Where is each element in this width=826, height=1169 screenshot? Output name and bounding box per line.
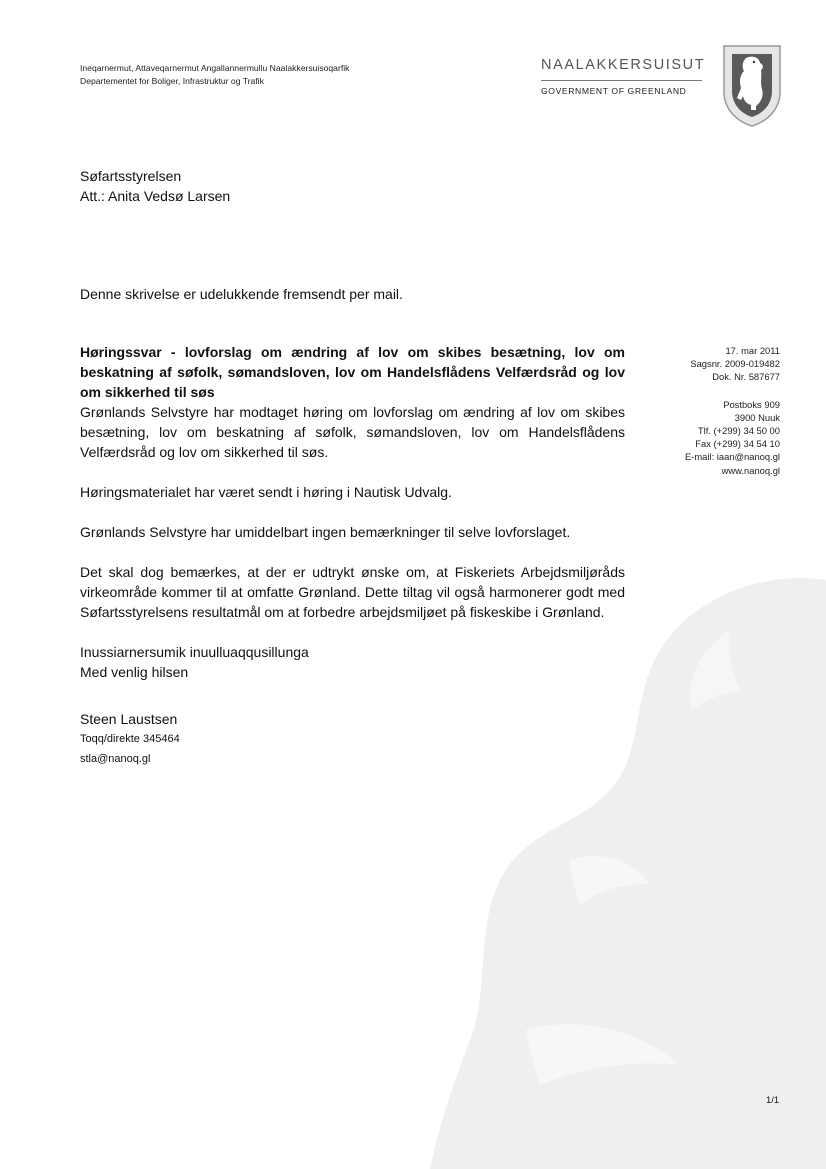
paragraph-fishing-environment: Det skal dog bemærkes, at der er udtrykt ønske om, at Fiskeriets Arbejdsmiljøråds virkeområde kommer til at omfatte Grønland. Dette tiltag vil også harmonerer godt med Søfartsstyrelsens resultatmål om at forbedre arbejdsmiljøet på fiskeskibe i Grønland. [80, 564, 625, 620]
paragraph-hearing-received: Grønlands Selvstyre har modtaget høring om lovforslag om ændring af lov om skibes besætning, lov om beskatning af søfolk, sømandsloven, lov om Handelsflådens Velfærdsråd og lov om sikkerhed til søs. [80, 404, 625, 460]
recipient-attention: Att.: Anita Vedsø Larsen [80, 188, 231, 204]
recipient-organization: Søfartsstyrelsen [80, 168, 182, 184]
fax-number: Fax (+299) 34 54 10 [695, 438, 780, 450]
logo-subtitle: GOVERNMENT OF GREENLAND [541, 86, 687, 96]
meta-spacer [620, 384, 780, 398]
department-name-danish: Departementet for Boliger, Infrastruktur og Trafik [80, 76, 264, 86]
delivery-note: Denne skrivelse er udelukkende fremsendt per mail. [80, 286, 403, 302]
logo-name: NAALAKKERSUISUT [541, 57, 706, 73]
document-number: Dok. Nr. 587677 [712, 371, 780, 383]
case-number: Sagsnr. 2009-019482 [690, 358, 780, 370]
government-logo [541, 56, 706, 96]
signature-block [80, 709, 180, 769]
signatory-name: Steen Laustsen [80, 711, 178, 727]
paragraph-no-remarks: Grønlands Selvstyre har umiddelbart ingen bemærkninger til selve lovforslaget. [80, 524, 571, 540]
polar-bear-crest-icon [722, 44, 782, 128]
letter-meta [620, 344, 780, 477]
department-header [80, 62, 349, 88]
paragraph-nautical-committee: Høringsmaterialet har været sendt i høring i Nautisk Udvalg. [80, 484, 452, 500]
letter-date: 17. mar 2011 [725, 345, 780, 356]
phone-number: Tlf. (+299) 34 50 00 [697, 425, 780, 437]
letter-body [80, 342, 625, 682]
contact-email: E-mail: iaan@nanoq.gl [685, 451, 780, 463]
page-number: 1/1 [766, 1094, 780, 1105]
recipient-block [80, 166, 230, 206]
letter-subject: Høringssvar - lovforslag om ændring af lov om skibes besætning, lov om beskatning af søfolk, sømandsloven, lov om Handelsflådens Velfærdsråd og lov om sikkerhed til søs [80, 344, 625, 400]
signatory-direct-line: Toqq/direkte 345464 [80, 733, 180, 745]
closing-greenlandic: Inussiarnersumik inuulluaqqusillunga [80, 644, 309, 660]
postal-city: 3900 Nuuk [734, 411, 780, 423]
signatory-email: stla@nanoq.gl [80, 753, 151, 765]
logo-divider [541, 80, 702, 81]
postal-box: Postboks 909 [723, 398, 780, 410]
website: www.nanoq.gl [721, 464, 780, 476]
department-name-greenlandic: Ineqarnermut, Attaveqarnermut Angallannermullu Naalakkersuisoqarfik [80, 63, 350, 73]
closing-danish: Med venlig hilsen [80, 664, 189, 680]
